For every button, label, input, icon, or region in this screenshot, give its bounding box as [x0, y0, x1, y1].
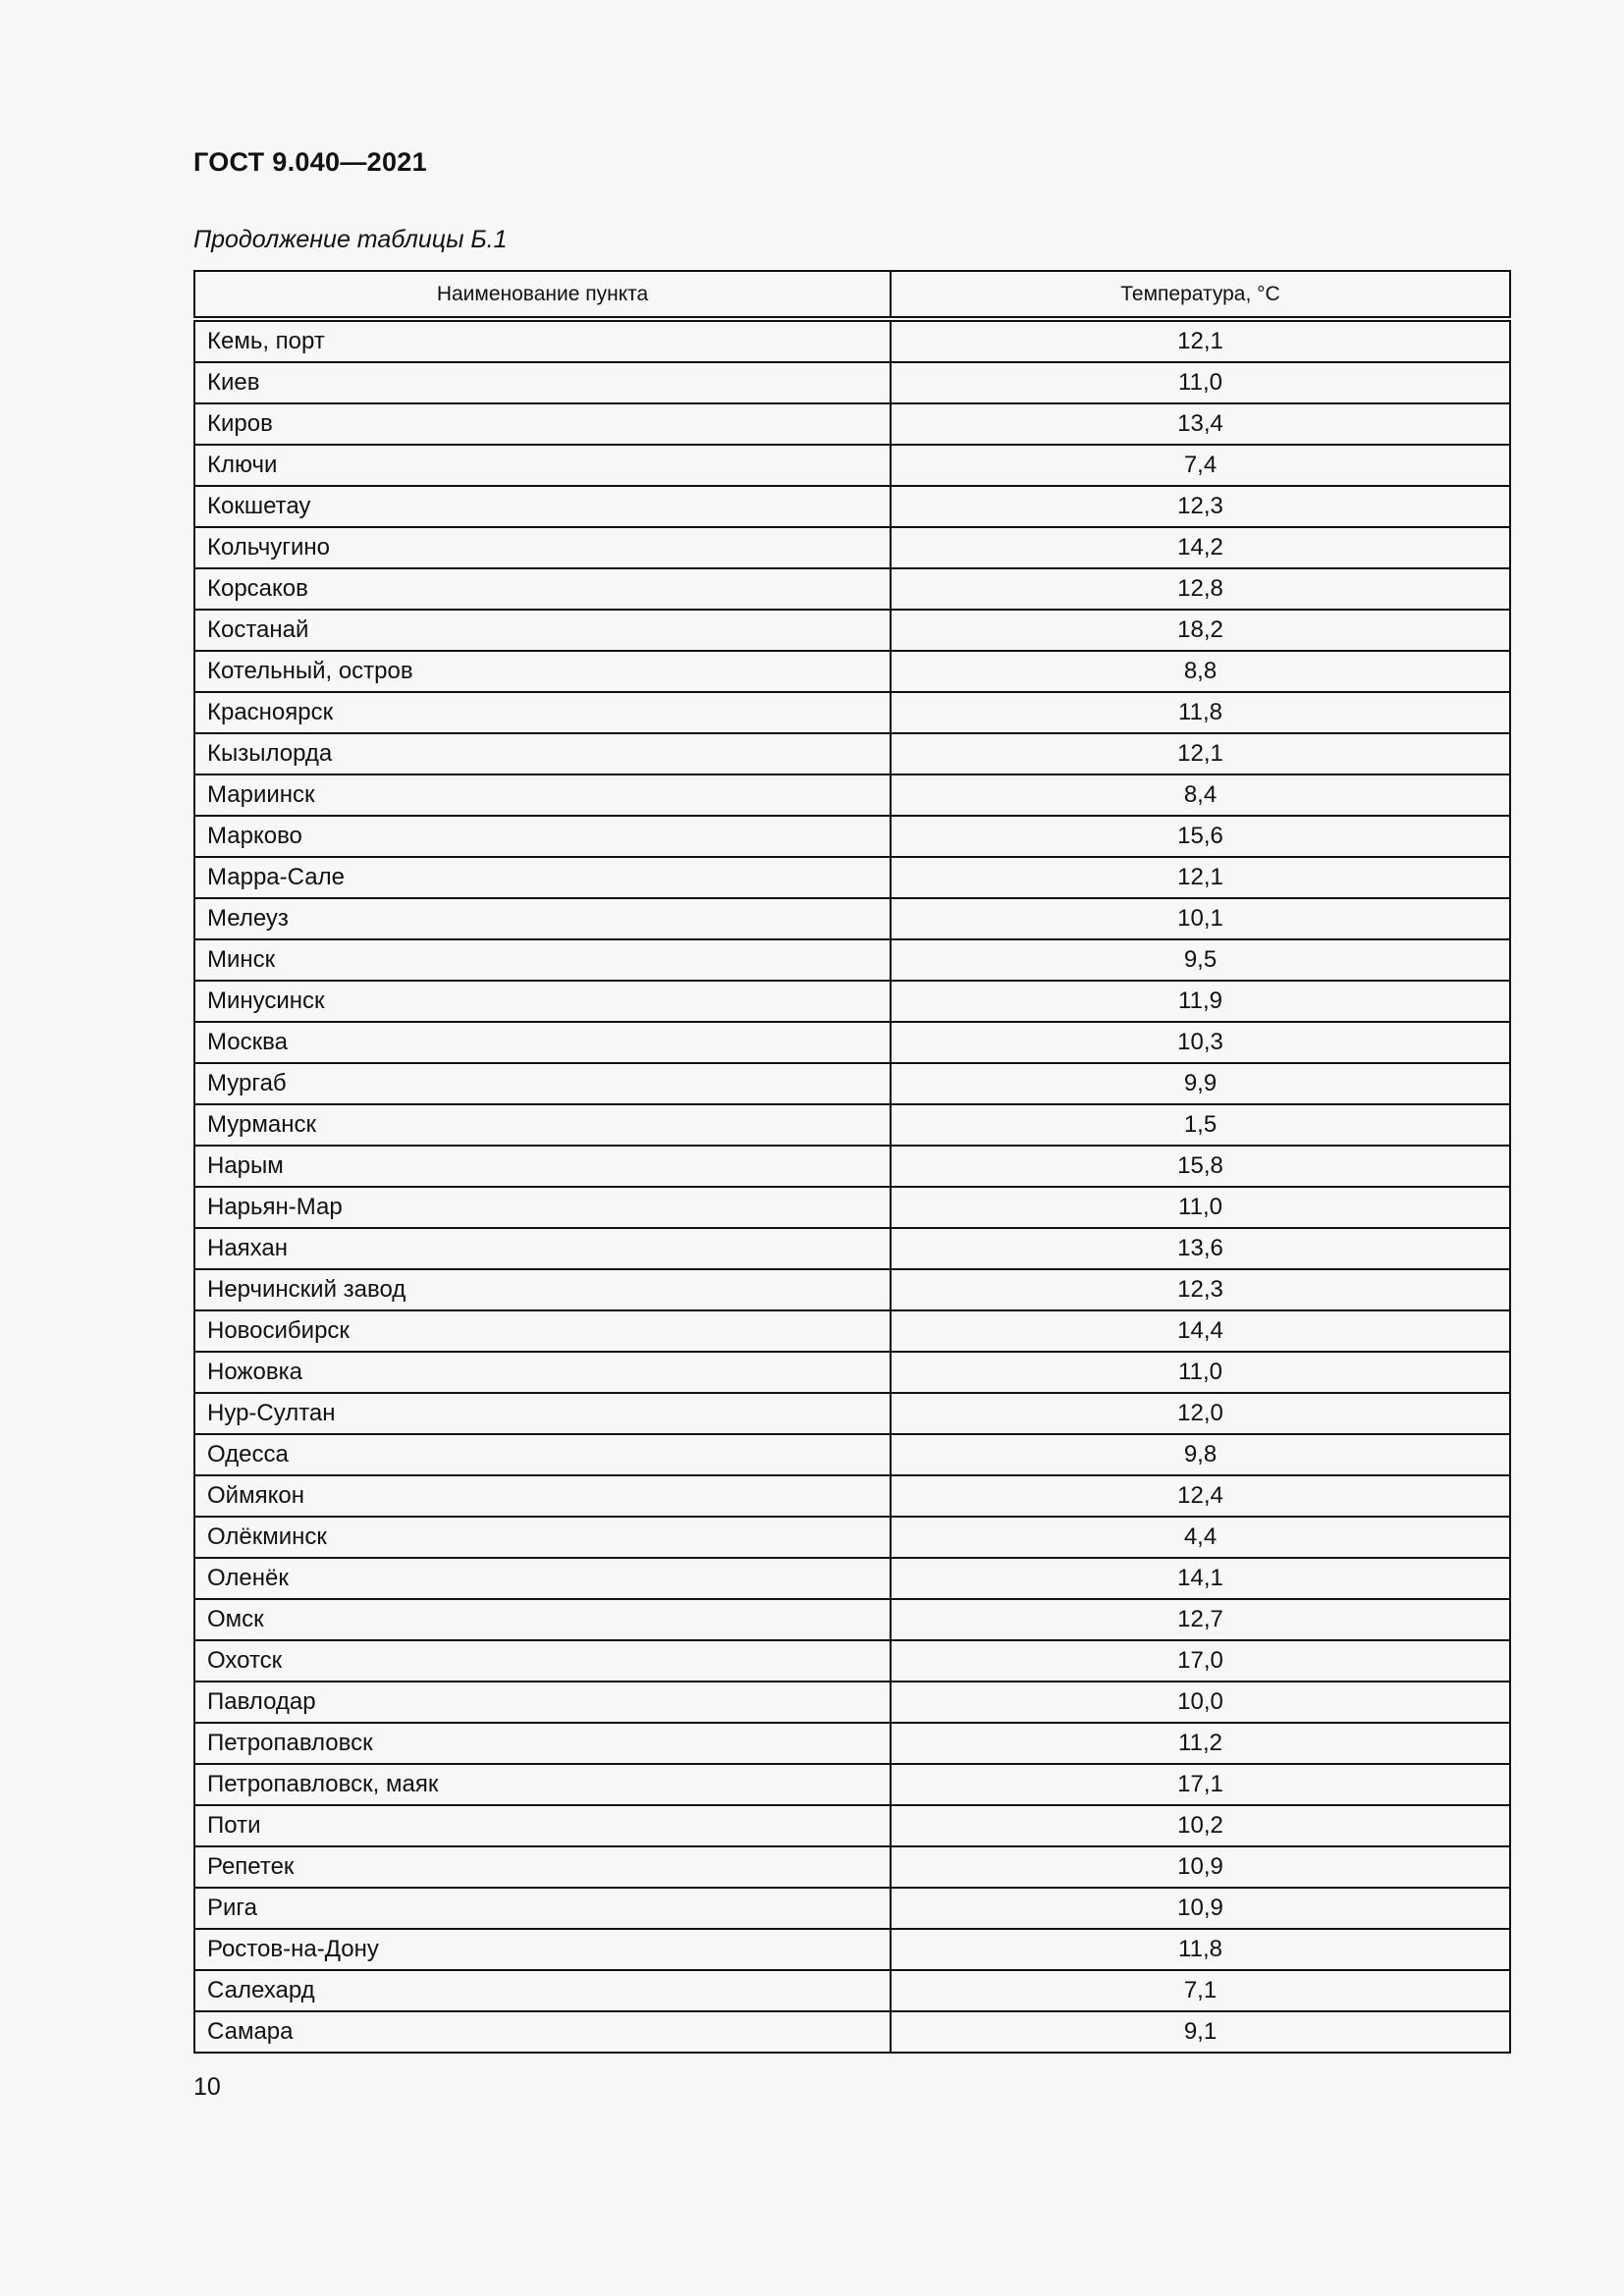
temperature-cell: 10,9 [891, 1846, 1510, 1888]
temperature-cell: 9,1 [891, 2011, 1510, 2053]
table-row [194, 1970, 1510, 2011]
table-row [194, 527, 1510, 568]
page-number: 10 [193, 2073, 221, 2101]
temperature-cell: 9,5 [891, 939, 1510, 981]
table-row [194, 1764, 1510, 1805]
table-row [194, 1228, 1510, 1269]
temperature-cell: 17,0 [891, 1640, 1510, 1682]
location-name-cell: Петропавловск [194, 1723, 891, 1764]
location-name-cell: Олёкминск [194, 1517, 891, 1558]
location-name-cell: Нерчинский завод [194, 1269, 891, 1310]
table-row [194, 816, 1510, 857]
location-name-cell: Оймякон [194, 1475, 891, 1517]
table-row [194, 610, 1510, 651]
temperature-cell: 13,4 [891, 403, 1510, 445]
temperature-cell: 12,7 [891, 1599, 1510, 1640]
table-row [194, 362, 1510, 403]
location-name-cell: Репетек [194, 1846, 891, 1888]
temperature-cell: 13,6 [891, 1228, 1510, 1269]
temperature-cell: 8,8 [891, 651, 1510, 692]
location-name-cell: Кемь, порт [194, 319, 891, 362]
location-name-cell: Омск [194, 1599, 891, 1640]
temperature-cell: 8,4 [891, 774, 1510, 816]
temperature-cell: 9,8 [891, 1434, 1510, 1475]
temperature-cell: 12,0 [891, 1393, 1510, 1434]
location-name-cell: Оленёк [194, 1558, 891, 1599]
temperature-cell: 11,0 [891, 362, 1510, 403]
temperature-cell: 11,0 [891, 1187, 1510, 1228]
location-name-cell: Костанай [194, 610, 891, 651]
table-row [194, 898, 1510, 939]
temperature-cell: 12,1 [891, 857, 1510, 898]
temperature-cell: 12,1 [891, 733, 1510, 774]
temperature-cell: 14,2 [891, 527, 1510, 568]
table-row [194, 445, 1510, 486]
table-row [194, 2011, 1510, 2053]
temperature-cell: 7,4 [891, 445, 1510, 486]
table-row [194, 857, 1510, 898]
table-row [194, 1104, 1510, 1146]
table-row [194, 1517, 1510, 1558]
location-name-cell: Москва [194, 1022, 891, 1063]
temperature-cell: 11,8 [891, 1929, 1510, 1970]
table-row [194, 1599, 1510, 1640]
temperature-cell: 14,4 [891, 1310, 1510, 1352]
location-name-cell: Нур-Султан [194, 1393, 891, 1434]
temperature-cell: 12,3 [891, 486, 1510, 527]
location-name-cell: Петропавловск, маяк [194, 1764, 891, 1805]
table-row [194, 319, 1510, 362]
table-row [194, 486, 1510, 527]
location-name-cell: Красноярск [194, 692, 891, 733]
location-name-cell: Киров [194, 403, 891, 445]
table-row [194, 1393, 1510, 1434]
location-name-cell: Котельный, остров [194, 651, 891, 692]
table-row [194, 1888, 1510, 1929]
table-row [194, 692, 1510, 733]
table-row [194, 774, 1510, 816]
table-body [194, 319, 1510, 2053]
table-row [194, 1352, 1510, 1393]
table-row [194, 1434, 1510, 1475]
location-name-cell: Кызылорда [194, 733, 891, 774]
location-name-cell: Ключи [194, 445, 891, 486]
temperature-cell: 12,1 [891, 319, 1510, 362]
temperature-cell: 17,1 [891, 1764, 1510, 1805]
location-name-cell: Поти [194, 1805, 891, 1846]
table-row [194, 1723, 1510, 1764]
table-row [194, 1558, 1510, 1599]
document-header: ГОСТ 9.040—2021 [193, 147, 427, 177]
table-row [194, 1640, 1510, 1682]
table-row [194, 1269, 1510, 1310]
table-header [194, 271, 1510, 319]
table-row [194, 1022, 1510, 1063]
temperature-cell: 11,0 [891, 1352, 1510, 1393]
location-name-cell: Ножовка [194, 1352, 891, 1393]
table-row [194, 1929, 1510, 1970]
temperature-cell: 12,8 [891, 568, 1510, 610]
temperature-cell: 11,8 [891, 692, 1510, 733]
table-row [194, 1063, 1510, 1104]
temperature-cell: 7,1 [891, 1970, 1510, 2011]
table-caption: Продолжение таблицы Б.1 [193, 226, 508, 253]
temperature-cell: 10,9 [891, 1888, 1510, 1929]
table-header-row [194, 271, 1510, 319]
table-row [194, 568, 1510, 610]
table-row [194, 1187, 1510, 1228]
location-name-cell: Минусинск [194, 981, 891, 1022]
temperature-cell: 11,9 [891, 981, 1510, 1022]
temperature-cell: 10,3 [891, 1022, 1510, 1063]
table-row [194, 1682, 1510, 1723]
location-name-cell: Новосибирск [194, 1310, 891, 1352]
table-row [194, 651, 1510, 692]
location-name-cell: Марково [194, 816, 891, 857]
location-name-cell: Кокшетау [194, 486, 891, 527]
table-row [194, 1475, 1510, 1517]
temperature-cell: 9,9 [891, 1063, 1510, 1104]
temperature-cell: 11,2 [891, 1723, 1510, 1764]
location-name-cell: Ростов-на-Дону [194, 1929, 891, 1970]
table-row [194, 1846, 1510, 1888]
location-name-cell: Мургаб [194, 1063, 891, 1104]
location-name-cell: Самара [194, 2011, 891, 2053]
location-name-cell: Мариинск [194, 774, 891, 816]
temperature-cell: 15,8 [891, 1146, 1510, 1187]
table-row [194, 1146, 1510, 1187]
location-name-cell: Мурманск [194, 1104, 891, 1146]
temperature-cell: 15,6 [891, 816, 1510, 857]
location-name-cell: Одесса [194, 1434, 891, 1475]
temperature-table [193, 270, 1511, 2054]
temperature-cell: 12,3 [891, 1269, 1510, 1310]
table-row [194, 1805, 1510, 1846]
temperature-cell: 10,2 [891, 1805, 1510, 1846]
temperature-cell: 10,1 [891, 898, 1510, 939]
location-name-cell: Корсаков [194, 568, 891, 610]
location-name-cell: Мелеуз [194, 898, 891, 939]
table-row [194, 733, 1510, 774]
column-header-name: Наименование пункта [194, 271, 891, 319]
temperature-cell: 14,1 [891, 1558, 1510, 1599]
location-name-cell: Минск [194, 939, 891, 981]
table-row [194, 981, 1510, 1022]
location-name-cell: Кольчугино [194, 527, 891, 568]
location-name-cell: Павлодар [194, 1682, 891, 1723]
column-header-temperature: Температура, °С [891, 271, 1510, 319]
location-name-cell: Салехард [194, 1970, 891, 2011]
table-row [194, 403, 1510, 445]
temperature-cell: 4,4 [891, 1517, 1510, 1558]
location-name-cell: Охотск [194, 1640, 891, 1682]
temperature-cell: 12,4 [891, 1475, 1510, 1517]
temperature-cell: 10,0 [891, 1682, 1510, 1723]
table-row [194, 939, 1510, 981]
table-row [194, 1310, 1510, 1352]
location-name-cell: Киев [194, 362, 891, 403]
location-name-cell: Нарым [194, 1146, 891, 1187]
temperature-cell: 1,5 [891, 1104, 1510, 1146]
location-name-cell: Рига [194, 1888, 891, 1929]
location-name-cell: Марра-Сале [194, 857, 891, 898]
location-name-cell: Наяхан [194, 1228, 891, 1269]
temperature-cell: 18,2 [891, 610, 1510, 651]
location-name-cell: Нарьян-Мар [194, 1187, 891, 1228]
